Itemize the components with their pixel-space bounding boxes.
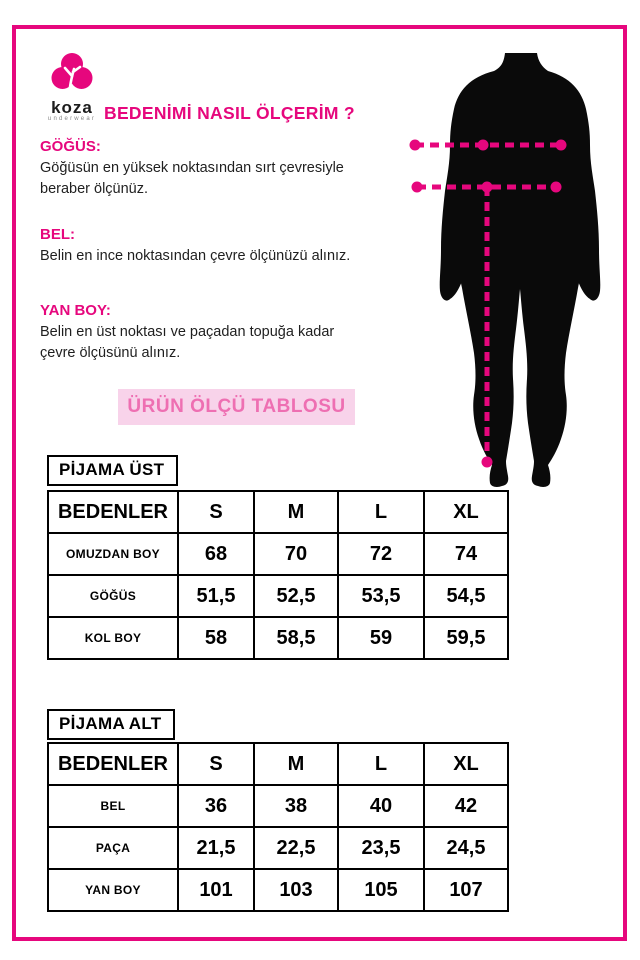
- body-silhouette: [440, 53, 601, 487]
- table-row: [48, 533, 508, 575]
- instruction-label: YAN BOY:: [40, 302, 111, 319]
- row-label: OMUZDAN BOY: [48, 533, 178, 575]
- size-value: 38: [254, 785, 338, 827]
- column-header: XL: [424, 491, 508, 533]
- table-title-pijama-ust: PİJAMA ÜST: [47, 455, 178, 486]
- size-value: 68: [178, 533, 254, 575]
- size-value: 36: [178, 785, 254, 827]
- size-value: 70: [254, 533, 338, 575]
- size-value: 101: [178, 869, 254, 911]
- size-value: 72: [338, 533, 424, 575]
- table-row: [48, 575, 508, 617]
- instruction-label: BEL:: [40, 226, 75, 243]
- column-header: L: [338, 491, 424, 533]
- size-value: 23,5: [338, 827, 424, 869]
- size-value: 58,5: [254, 617, 338, 659]
- size-value: 22,5: [254, 827, 338, 869]
- row-label: GÖĞÜS: [48, 575, 178, 617]
- page-title: BEDENİMİ NASIL ÖLÇERİM ?: [104, 103, 355, 123]
- row-label: YAN BOY: [48, 869, 178, 911]
- size-value: 52,5: [254, 575, 338, 617]
- size-value: 42: [424, 785, 508, 827]
- size-value: 59,5: [424, 617, 508, 659]
- column-header: M: [254, 743, 338, 785]
- brand-subtitle: underwear: [47, 116, 97, 122]
- column-header: BEDENLER: [48, 491, 178, 533]
- size-value: 24,5: [424, 827, 508, 869]
- row-label: KOL BOY: [48, 617, 178, 659]
- instruction-yanboy: [40, 302, 370, 364]
- table-row: [48, 827, 508, 869]
- size-value: 59: [338, 617, 424, 659]
- row-label: PAÇA: [48, 827, 178, 869]
- instruction-bel: [40, 226, 440, 267]
- table-header-row: [48, 491, 508, 533]
- column-header: BEDENLER: [48, 743, 178, 785]
- row-label: BEL: [48, 785, 178, 827]
- size-value: 54,5: [424, 575, 508, 617]
- column-header: M: [254, 491, 338, 533]
- size-value: 74: [424, 533, 508, 575]
- brand-name: koza: [51, 98, 93, 117]
- instruction-gogus: [40, 138, 395, 200]
- size-value: 103: [254, 869, 338, 911]
- column-header: S: [178, 491, 254, 533]
- size-value: 51,5: [178, 575, 254, 617]
- size-value: 105: [338, 869, 424, 911]
- table-row: [48, 785, 508, 827]
- section-title: ÜRÜN ÖLÇÜ TABLOSU: [118, 389, 355, 425]
- size-value: 107: [424, 869, 508, 911]
- size-value: 53,5: [338, 575, 424, 617]
- column-header: L: [338, 743, 424, 785]
- column-header: XL: [424, 743, 508, 785]
- instruction-label: GÖĞÜS:: [40, 138, 101, 155]
- size-value: 40: [338, 785, 424, 827]
- body-measurement-figure: [398, 50, 630, 495]
- size-table-pijama-alt: [47, 742, 509, 912]
- size-value: 58: [178, 617, 254, 659]
- table-title-pijama-alt: PİJAMA ALT: [47, 709, 175, 740]
- table-row: [48, 869, 508, 911]
- size-table-pijama-ust: [47, 490, 509, 660]
- instruction-text: Belin en üst noktası ve paçadan topuğa kadar çevre ölçüsünü alınız.: [40, 324, 335, 361]
- brand-logo: [40, 52, 104, 123]
- table-header-row: [48, 743, 508, 785]
- koza-trefoil-icon: [50, 52, 94, 94]
- size-value: 21,5: [178, 827, 254, 869]
- column-header: S: [178, 743, 254, 785]
- instruction-text: Göğüsün en yüksek noktasından sırt çevresiyle beraber ölçünüz.: [40, 160, 344, 197]
- instruction-text: Belin en ince noktasından çevre ölçünüzü alınız.: [40, 248, 351, 264]
- table-row: [48, 617, 508, 659]
